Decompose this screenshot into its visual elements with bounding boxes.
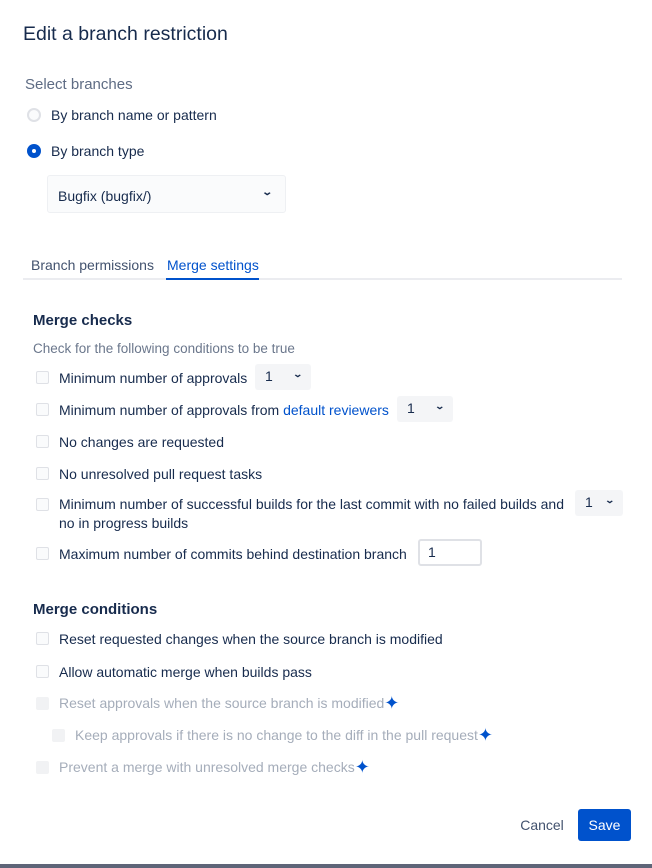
dialog-title: Edit a branch restriction (23, 23, 228, 45)
min-approvals-select[interactable] (255, 364, 311, 390)
default-reviewers-select[interactable] (397, 396, 453, 422)
select-value: 1 (265, 368, 273, 384)
save-button[interactable]: Save (578, 809, 631, 841)
no-changes-label: No changes are requested (59, 434, 224, 450)
cancel-button[interactable]: Cancel (512, 809, 572, 841)
keep-approvals-label (75, 726, 493, 745)
chevron-down-icon: ⌄ (292, 369, 304, 379)
backdrop-edge (0, 864, 652, 868)
tab-merge-settings[interactable]: Merge settings (167, 257, 259, 273)
chevron-down-icon: ⌄ (434, 401, 446, 411)
branch-type-value: Bugfix (bugfix/) (58, 188, 152, 204)
select-value: 1 (585, 494, 593, 510)
checkbox-prevent-merge[interactable] (36, 761, 49, 774)
tab-branch-permissions[interactable]: Branch permissions (31, 257, 154, 273)
select-branches-heading: Select branches (25, 76, 133, 93)
checkbox-commits-behind[interactable] (36, 547, 49, 560)
label-text: Prevent a merge with unresolved merge checks (59, 759, 355, 775)
chevron-down-icon: ⌄ (260, 187, 273, 198)
radio-branch-name[interactable] (27, 108, 41, 122)
active-tab-indicator (166, 278, 259, 280)
chevron-down-icon: ⌄ (604, 495, 616, 505)
default-reviewers-link[interactable]: default reviewers (283, 402, 389, 418)
auto-merge-label: Allow automatic merge when builds pass (59, 664, 312, 680)
commits-behind-label: Maximum number of commits behind destination branch (59, 546, 407, 562)
reset-approvals-label (59, 694, 399, 713)
sparkle-icon: ✦ (384, 693, 400, 713)
checkbox-no-unresolved-tasks[interactable] (36, 467, 49, 480)
successful-builds-label: Minimum number of successful builds for the last commit with no failed builds and no in progress builds (59, 496, 564, 531)
checkbox-reset-approvals[interactable] (36, 697, 49, 710)
label-text: Minimum number of approvals from (59, 402, 284, 418)
successful-builds-select[interactable] (575, 490, 623, 516)
reset-requested-label: Reset requested changes when the source branch is modified (59, 631, 443, 647)
tab-divider (23, 278, 622, 280)
checkbox-keep-approvals[interactable] (52, 729, 65, 742)
default-reviewers-label (59, 401, 389, 420)
branch-type-select[interactable] (47, 175, 286, 213)
merge-checks-subtext: Check for the following conditions to be true (33, 341, 295, 356)
sparkle-icon: ✦ (354, 757, 370, 777)
radio-branch-type-label[interactable]: By branch type (51, 143, 145, 159)
radio-branch-name-label[interactable]: By branch name or pattern (51, 107, 217, 123)
commits-behind-input[interactable]: 1 (418, 539, 482, 566)
label-text: Reset approvals when the source branch is modified (59, 695, 385, 711)
merge-checks-heading: Merge checks (33, 312, 133, 329)
label-text: Keep approvals if there is no change to the diff in the pull request (75, 727, 478, 743)
select-value: 1 (407, 400, 415, 416)
checkbox-default-reviewers[interactable] (36, 403, 49, 416)
merge-conditions-heading: Merge conditions (33, 601, 158, 618)
sparkle-icon: ✦ (477, 725, 493, 745)
no-unresolved-label: No unresolved pull request tasks (59, 466, 263, 482)
checkbox-no-changes-requested[interactable] (36, 435, 49, 448)
checkbox-successful-builds[interactable] (36, 498, 49, 511)
radio-branch-type[interactable] (27, 144, 41, 158)
prevent-merge-label (59, 758, 370, 777)
checkbox-min-approvals[interactable] (36, 371, 49, 384)
checkbox-reset-requested-changes[interactable] (36, 632, 49, 645)
min-approvals-label: Minimum number of approvals (59, 370, 248, 386)
checkbox-auto-merge[interactable] (36, 665, 49, 678)
